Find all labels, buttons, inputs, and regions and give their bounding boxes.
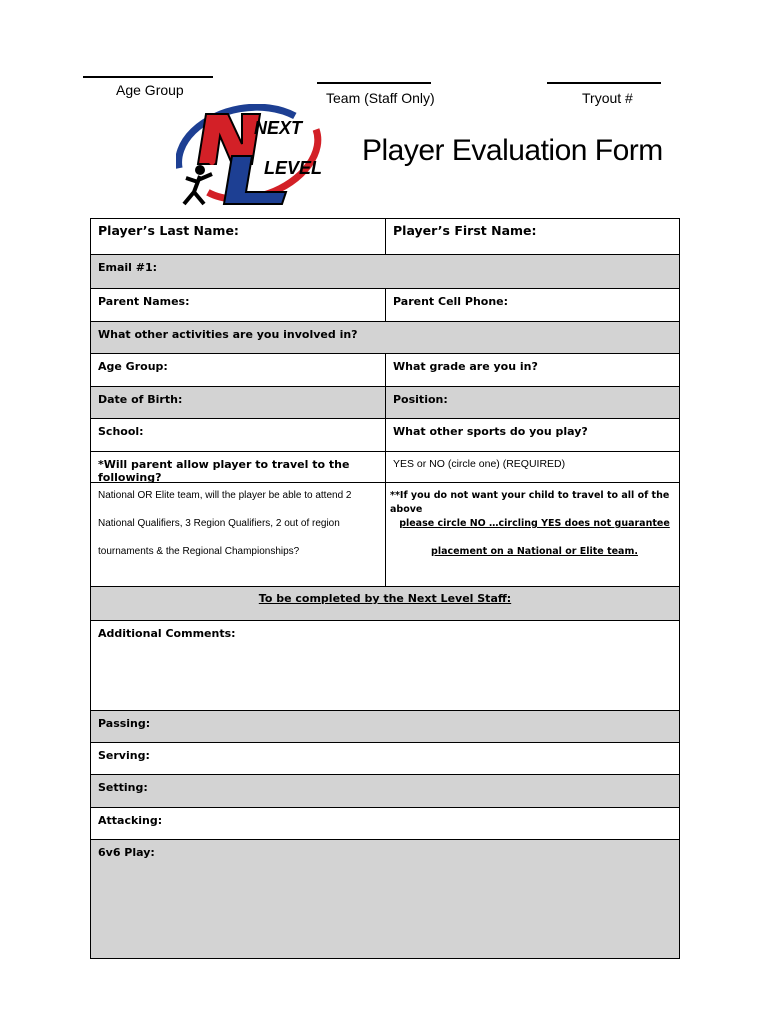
attacking-field[interactable]: Attacking:	[98, 814, 163, 827]
school-row	[91, 419, 679, 452]
activities-row	[91, 322, 679, 354]
travel-detail-row	[91, 483, 679, 587]
tryout-label: Tryout #	[582, 90, 633, 106]
parent-cell-field[interactable]: Parent Cell Phone:	[393, 295, 509, 308]
dob-field[interactable]: Date of Birth:	[91, 387, 386, 418]
travel-note-line: placement on a National or Elite team.	[431, 546, 638, 557]
age-grade-row	[91, 354, 679, 387]
play-6v6-row	[91, 840, 679, 958]
setting-row	[91, 775, 679, 808]
age-group-line	[83, 76, 213, 78]
name-row	[91, 219, 679, 255]
position-field[interactable]: Position:	[393, 393, 448, 406]
other-sports-field[interactable]: What other sports do you play?	[393, 425, 588, 438]
setting-field[interactable]: Setting:	[98, 781, 148, 794]
parent-row	[91, 289, 679, 322]
last-name-field[interactable]: Player’s Last Name:	[91, 219, 386, 254]
team-label: Team (Staff Only)	[326, 90, 435, 106]
travel-detail-line: National OR Elite team, will the player be able to attend 2	[98, 490, 352, 501]
first-name-field[interactable]: Player’s First Name:	[393, 223, 537, 238]
serving-row	[91, 743, 679, 775]
travel-detail	[91, 483, 386, 586]
evaluation-form	[90, 218, 680, 959]
travel-note-line: please circle NO …circling YES does not guarantee	[399, 518, 670, 529]
travel-note	[386, 483, 679, 586]
travel-note-line: **If you do not want your child to travel to all of the above	[390, 490, 670, 515]
tryout-line	[547, 82, 661, 84]
other-activities-field[interactable]: What other activities are you involved in?	[98, 328, 358, 341]
logo-text-next: NEXT	[254, 118, 303, 138]
school-field[interactable]: School:	[91, 419, 386, 451]
logo-ball	[209, 159, 215, 165]
play-6v6-field[interactable]: 6v6 Play:	[98, 846, 155, 859]
attacking-row	[91, 808, 679, 840]
travel-question: *Will parent allow player to travel to the following?	[91, 452, 386, 482]
email-field[interactable]: Email #1:	[98, 261, 158, 274]
grade-field[interactable]: What grade are you in?	[393, 360, 538, 373]
passing-field[interactable]: Passing:	[98, 717, 151, 730]
email-row	[91, 255, 679, 289]
parent-names-field[interactable]: Parent Names:	[91, 289, 386, 321]
next-level-logo	[176, 104, 328, 212]
passing-row	[91, 711, 679, 743]
staff-header: To be completed by the Next Level Staff:	[258, 592, 512, 605]
serving-field[interactable]: Serving:	[98, 749, 150, 762]
logo-text-level: LEVEL	[264, 158, 323, 178]
travel-detail-line: National Qualifiers, 3 Region Qualifiers, 2 out of region	[98, 518, 340, 529]
team-line	[317, 82, 431, 84]
staff-header-row	[91, 587, 679, 621]
age-group-field[interactable]: Age Group:	[91, 354, 386, 386]
dob-position-row	[91, 387, 679, 419]
logo-player-head	[195, 165, 205, 175]
age-group-label: Age Group	[116, 82, 184, 98]
logo-player-body	[184, 174, 212, 204]
travel-question-row	[91, 452, 679, 483]
travel-detail-line: tournaments & the Regional Championships?	[98, 546, 300, 557]
page-title: Player Evaluation Form	[362, 134, 663, 167]
additional-comments-field[interactable]: Additional Comments:	[98, 627, 236, 640]
travel-answer-field[interactable]: YES or NO (circle one) (REQUIRED)	[393, 458, 566, 470]
comments-row	[91, 621, 679, 711]
